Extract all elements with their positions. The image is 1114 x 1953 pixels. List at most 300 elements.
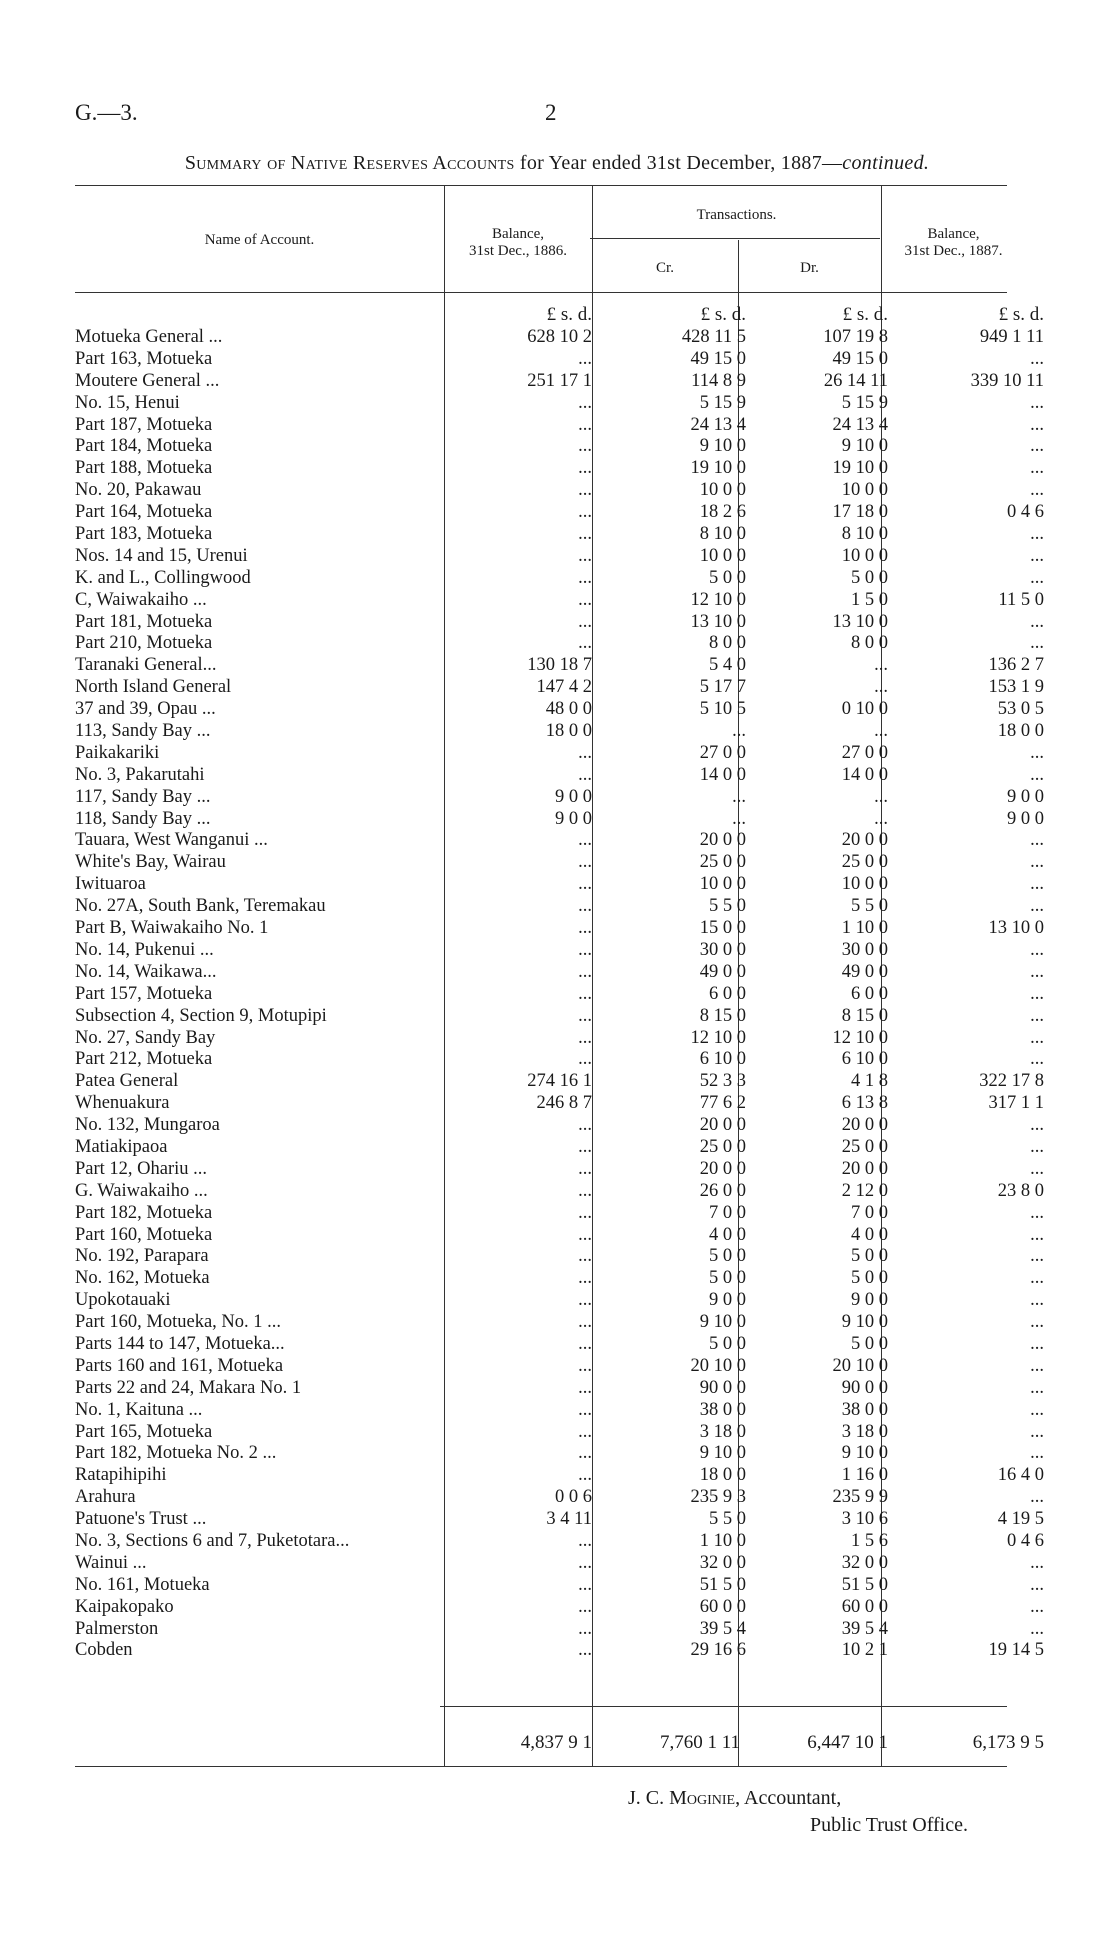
debit: 2 12 0 bbox=[841, 1180, 888, 1201]
balance-1886: ... bbox=[578, 1049, 592, 1070]
balance-1886: ... bbox=[578, 545, 592, 566]
debit: 25 0 0 bbox=[841, 852, 888, 873]
balance-1887: 4 19 5 bbox=[997, 1509, 1044, 1530]
balance-1887: 19 14 5 bbox=[988, 1640, 1044, 1661]
table-row bbox=[0, 1530, 1114, 1552]
balance-1886: ... bbox=[578, 918, 592, 939]
balance-1886: 274 16 1 bbox=[527, 1071, 592, 1092]
debit: 5 0 0 bbox=[851, 567, 888, 588]
account-name: Parts 22 and 24, Makara No. 1 bbox=[75, 1377, 302, 1398]
account-name: Upokotauaki bbox=[75, 1290, 171, 1311]
debit: ... bbox=[874, 808, 888, 829]
account-name: Part 157, Motueka bbox=[75, 983, 213, 1004]
debit: 8 10 0 bbox=[841, 524, 888, 545]
credit: 39 5 4 bbox=[699, 1618, 746, 1639]
balance-1887: ... bbox=[1030, 1399, 1044, 1420]
credit: 12 10 0 bbox=[690, 1027, 746, 1048]
table-row bbox=[0, 742, 1114, 764]
balance-1886: ... bbox=[578, 458, 592, 479]
table-row bbox=[0, 1070, 1114, 1092]
account-name: No. 14, Pukenui ... bbox=[75, 939, 214, 960]
balance-1886: 246 8 7 bbox=[536, 1093, 592, 1114]
balance-1887: ... bbox=[1030, 480, 1044, 501]
document-reference: G.—3. bbox=[75, 100, 138, 125]
balance-1887: ... bbox=[1030, 939, 1044, 960]
title-continued: continued. bbox=[842, 152, 930, 174]
table-row bbox=[0, 1027, 1114, 1049]
balance-1887: ... bbox=[1030, 1136, 1044, 1157]
credit: 9 10 0 bbox=[699, 436, 746, 457]
balance-1887: ... bbox=[1030, 545, 1044, 566]
table-row bbox=[0, 1333, 1114, 1355]
credit: 10 0 0 bbox=[699, 874, 746, 895]
total-dr: 6,447 10 1 bbox=[807, 1732, 888, 1753]
credit: 12 10 0 bbox=[690, 589, 746, 610]
table-row bbox=[0, 1639, 1114, 1661]
balance-1886: ... bbox=[578, 1224, 592, 1245]
account-name: No. 161, Motueka bbox=[75, 1574, 210, 1595]
balance-1887: ... bbox=[1030, 896, 1044, 917]
table-row bbox=[0, 611, 1114, 633]
account-rows bbox=[0, 326, 1114, 1661]
header-bottom-rule bbox=[75, 292, 1007, 293]
debit: 1 5 6 bbox=[851, 1530, 888, 1551]
debit: 8 0 0 bbox=[851, 633, 888, 654]
balance-1886: ... bbox=[578, 1399, 592, 1420]
credit: 27 0 0 bbox=[699, 742, 746, 763]
balance-1887: ... bbox=[1030, 852, 1044, 873]
credit: 25 0 0 bbox=[699, 852, 746, 873]
title-middle: for Year ended 31st December, 1887— bbox=[514, 152, 843, 174]
debit: 24 13 4 bbox=[832, 414, 888, 435]
debit: 5 0 0 bbox=[851, 1268, 888, 1289]
signature-office: Public Trust Office. bbox=[810, 1814, 968, 1836]
balance-1886: ... bbox=[578, 1246, 592, 1267]
credit: 8 0 0 bbox=[709, 633, 746, 654]
account-name: Parts 144 to 147, Motueka... bbox=[75, 1333, 285, 1354]
table-row bbox=[0, 961, 1114, 983]
balance-1886: 9 0 0 bbox=[555, 808, 592, 829]
balance-1886: ... bbox=[578, 1574, 592, 1595]
debit: 5 0 0 bbox=[851, 1333, 888, 1354]
table-row bbox=[0, 1399, 1114, 1421]
account-name: 113, Sandy Bay ... bbox=[75, 721, 211, 742]
account-name: No. 14, Waikawa... bbox=[75, 961, 217, 982]
page-number: 2 bbox=[545, 100, 557, 125]
balance-1887: ... bbox=[1030, 1618, 1044, 1639]
table-row bbox=[0, 786, 1114, 808]
credit: 14 0 0 bbox=[699, 764, 746, 785]
balance-1886: 18 0 0 bbox=[545, 721, 592, 742]
table-row bbox=[0, 370, 1114, 392]
account-name: G. Waiwakaiho ... bbox=[75, 1180, 208, 1201]
balance-1887: ... bbox=[1030, 1596, 1044, 1617]
balance-1887: 13 10 0 bbox=[988, 918, 1044, 939]
balance-1887: ... bbox=[1030, 1027, 1044, 1048]
table-row bbox=[0, 1464, 1114, 1486]
debit: 25 0 0 bbox=[841, 1136, 888, 1157]
account-name: Part 160, Motueka bbox=[75, 1224, 213, 1245]
debit: 5 15 9 bbox=[841, 392, 888, 413]
credit: 6 0 0 bbox=[709, 983, 746, 1004]
table-row bbox=[0, 392, 1114, 414]
balance-1886: 628 10 2 bbox=[527, 327, 592, 347]
units-row bbox=[0, 304, 1114, 326]
credit: 77 6 2 bbox=[699, 1093, 746, 1114]
table-row bbox=[0, 414, 1114, 436]
account-name: North Island General bbox=[75, 677, 232, 698]
units-dr: £ s. d. bbox=[842, 304, 888, 325]
balance-1887: ... bbox=[1030, 1377, 1044, 1398]
table-row bbox=[0, 1311, 1114, 1333]
credit: ... bbox=[732, 721, 746, 742]
balance-1887: 9 0 0 bbox=[1007, 808, 1044, 829]
balance-1886: ... bbox=[578, 742, 592, 763]
table-row bbox=[0, 1552, 1114, 1574]
credit: 13 10 0 bbox=[690, 611, 746, 632]
balance-1887: ... bbox=[1030, 436, 1044, 457]
credit: 51 5 0 bbox=[699, 1574, 746, 1595]
table-row bbox=[0, 1486, 1114, 1508]
balance-1886: 48 0 0 bbox=[545, 699, 592, 720]
table-row bbox=[0, 326, 1114, 348]
table-row bbox=[0, 501, 1114, 523]
debit: 7 0 0 bbox=[851, 1202, 888, 1223]
debit: 6 10 0 bbox=[841, 1049, 888, 1070]
balance-1887: 53 0 5 bbox=[997, 699, 1044, 720]
table-row bbox=[0, 567, 1114, 589]
debit: 10 0 0 bbox=[841, 874, 888, 895]
header-balance-1887-line2: 31st Dec., 1887. bbox=[904, 243, 1003, 259]
table-row bbox=[0, 808, 1114, 830]
table-row bbox=[0, 1092, 1114, 1114]
table-row bbox=[0, 1180, 1114, 1202]
balance-1887: ... bbox=[1030, 764, 1044, 785]
balance-1887: 18 0 0 bbox=[997, 721, 1044, 742]
credit: 5 0 0 bbox=[709, 1333, 746, 1354]
credit: 5 0 0 bbox=[709, 1246, 746, 1267]
header-cr: Cr. bbox=[656, 260, 674, 276]
table-row bbox=[0, 1136, 1114, 1158]
account-name: No. 3, Sections 6 and 7, Puketotara... bbox=[75, 1530, 350, 1551]
total-cr: 7,760 1 11 bbox=[659, 1732, 740, 1753]
debit: 10 0 0 bbox=[841, 480, 888, 501]
balance-1887: ... bbox=[1030, 633, 1044, 654]
account-name: No. 20, Pakawau bbox=[75, 480, 202, 501]
account-name: Patuone's Trust ... bbox=[75, 1509, 207, 1530]
table-row bbox=[0, 1508, 1114, 1530]
debit: 32 0 0 bbox=[841, 1552, 888, 1573]
credit: 5 0 0 bbox=[709, 567, 746, 588]
balance-1886: ... bbox=[578, 1552, 592, 1573]
balance-1886: ... bbox=[578, 1202, 592, 1223]
credit: 9 10 0 bbox=[699, 1443, 746, 1464]
balance-1886: ... bbox=[578, 1158, 592, 1179]
account-name: Part 184, Motueka bbox=[75, 436, 213, 457]
account-name: 117, Sandy Bay ... bbox=[75, 786, 211, 807]
table-row bbox=[0, 457, 1114, 479]
table-row bbox=[0, 1596, 1114, 1618]
table-row bbox=[0, 1377, 1114, 1399]
debit: 49 0 0 bbox=[841, 961, 888, 982]
table-bottom-rule bbox=[75, 1766, 1007, 1767]
debit: 1 10 0 bbox=[841, 918, 888, 939]
debit: 3 10 6 bbox=[841, 1509, 888, 1530]
table-row bbox=[0, 1574, 1114, 1596]
debit: 20 0 0 bbox=[841, 830, 888, 851]
balance-1887: ... bbox=[1030, 1487, 1044, 1508]
table-row bbox=[0, 1618, 1114, 1640]
credit: 20 0 0 bbox=[699, 1158, 746, 1179]
account-name: Part 12, Ohariu ... bbox=[75, 1158, 208, 1179]
credit: 8 10 0 bbox=[699, 524, 746, 545]
table-row bbox=[0, 873, 1114, 895]
debit: 51 5 0 bbox=[841, 1574, 888, 1595]
debit: 10 2 1 bbox=[841, 1640, 888, 1661]
balance-1886: ... bbox=[578, 1005, 592, 1026]
balance-1886: ... bbox=[578, 1355, 592, 1376]
balance-1886: ... bbox=[578, 983, 592, 1004]
debit: 8 15 0 bbox=[841, 1005, 888, 1026]
account-name: Part 160, Motueka, No. 1 ... bbox=[75, 1312, 282, 1333]
account-name: Motueka General ... bbox=[75, 327, 223, 347]
credit: 7 0 0 bbox=[709, 1202, 746, 1223]
credit: 114 8 9 bbox=[691, 370, 746, 391]
credit: 428 11 5 bbox=[681, 327, 746, 347]
debit: 90 0 0 bbox=[841, 1377, 888, 1398]
header-balance-1886 bbox=[444, 226, 592, 260]
balance-1886: ... bbox=[578, 1530, 592, 1551]
balance-1887: ... bbox=[1030, 1268, 1044, 1289]
balance-1886: 3 4 11 bbox=[546, 1509, 592, 1530]
account-name: Part 182, Motueka No. 2 ... bbox=[75, 1443, 277, 1464]
balance-1887: 949 1 11 bbox=[979, 327, 1044, 347]
balance-1887: ... bbox=[1030, 1290, 1044, 1311]
debit: 13 10 0 bbox=[832, 611, 888, 632]
credit: 5 15 9 bbox=[699, 392, 746, 413]
title-summary: Summary of Native Reserves Accounts bbox=[184, 152, 515, 174]
debit: 27 0 0 bbox=[841, 742, 888, 763]
balance-1886: ... bbox=[578, 1618, 592, 1639]
balance-1887: 339 10 11 bbox=[970, 370, 1044, 391]
account-name: Part 164, Motueka bbox=[75, 502, 213, 523]
account-name: No. 192, Parapara bbox=[75, 1246, 209, 1267]
debit: 6 0 0 bbox=[851, 983, 888, 1004]
credit: 25 0 0 bbox=[699, 1136, 746, 1157]
credit: 20 0 0 bbox=[699, 1115, 746, 1136]
balance-1887: ... bbox=[1030, 611, 1044, 632]
account-name: Part 182, Motueka bbox=[75, 1202, 213, 1223]
table-top-rule bbox=[75, 185, 1007, 186]
balance-1887: ... bbox=[1030, 567, 1044, 588]
balance-1887: ... bbox=[1030, 392, 1044, 413]
table-row bbox=[0, 917, 1114, 939]
balance-1886: 9 0 0 bbox=[555, 786, 592, 807]
balance-1887: 0 4 6 bbox=[1007, 1530, 1044, 1551]
total-bal86: 4,837 9 1 bbox=[520, 1732, 592, 1753]
table-title bbox=[0, 152, 1114, 175]
debit: 1 16 0 bbox=[841, 1465, 888, 1486]
debit: 60 0 0 bbox=[841, 1596, 888, 1617]
balance-1886: ... bbox=[578, 1465, 592, 1486]
header-name-of-account: Name of Account. bbox=[204, 232, 315, 248]
account-name: Part 181, Motueka bbox=[75, 611, 213, 632]
balance-1886: ... bbox=[578, 1027, 592, 1048]
balance-1886: ... bbox=[578, 1268, 592, 1289]
table-row bbox=[0, 1114, 1114, 1136]
table-row bbox=[0, 632, 1114, 654]
balance-1887: 23 8 0 bbox=[997, 1180, 1044, 1201]
balance-1887: ... bbox=[1030, 874, 1044, 895]
balance-1887: ... bbox=[1030, 1224, 1044, 1245]
account-name: Part 212, Motueka bbox=[75, 1049, 213, 1070]
balance-1887: ... bbox=[1030, 1005, 1044, 1026]
account-name: Part 187, Motueka bbox=[75, 414, 213, 435]
balance-1886: ... bbox=[578, 436, 592, 457]
account-name: No. 132, Mungaroa bbox=[75, 1115, 220, 1136]
table-row bbox=[0, 1245, 1114, 1267]
debit: 20 0 0 bbox=[841, 1158, 888, 1179]
table-row bbox=[0, 939, 1114, 961]
table-row bbox=[0, 479, 1114, 501]
balance-1887: ... bbox=[1030, 1443, 1044, 1464]
credit: 5 4 0 bbox=[709, 655, 746, 676]
credit: 15 0 0 bbox=[699, 918, 746, 939]
table-row bbox=[0, 698, 1114, 720]
balance-1887: ... bbox=[1030, 1115, 1044, 1136]
balance-1887: ... bbox=[1030, 1552, 1044, 1573]
table-row bbox=[0, 1158, 1114, 1180]
credit: 19 10 0 bbox=[690, 458, 746, 479]
credit: 60 0 0 bbox=[699, 1596, 746, 1617]
account-name: 37 and 39, Opau ... bbox=[75, 699, 216, 720]
account-name: Arahura bbox=[75, 1487, 136, 1508]
balance-1886: ... bbox=[578, 830, 592, 851]
table-row bbox=[0, 1224, 1114, 1246]
debit: ... bbox=[874, 786, 888, 807]
table-row bbox=[0, 1355, 1114, 1377]
table-row bbox=[0, 829, 1114, 851]
transactions-rule bbox=[590, 238, 880, 239]
balance-1886: ... bbox=[578, 480, 592, 501]
debit: 9 10 0 bbox=[841, 1443, 888, 1464]
balance-1887: ... bbox=[1030, 742, 1044, 763]
account-name: Patea General bbox=[75, 1071, 179, 1092]
credit: ... bbox=[732, 808, 746, 829]
account-name: No. 1, Kaituna ... bbox=[75, 1399, 203, 1420]
credit: 5 17 7 bbox=[699, 677, 746, 698]
debit: 6 13 8 bbox=[841, 1093, 888, 1114]
balance-1887: ... bbox=[1030, 961, 1044, 982]
debit: 0 10 0 bbox=[841, 699, 888, 720]
balance-1886: ... bbox=[578, 348, 592, 369]
balance-1886: ... bbox=[578, 1180, 592, 1201]
credit: 235 9 3 bbox=[690, 1487, 746, 1508]
debit: 5 5 0 bbox=[851, 896, 888, 917]
account-name: Ratapihipihi bbox=[75, 1465, 167, 1486]
account-name: No. 162, Motueka bbox=[75, 1268, 210, 1289]
credit: 30 0 0 bbox=[699, 939, 746, 960]
debit: 38 0 0 bbox=[841, 1399, 888, 1420]
debit: 4 0 0 bbox=[851, 1224, 888, 1245]
table-row bbox=[0, 654, 1114, 676]
debit: 9 10 0 bbox=[841, 436, 888, 457]
signature-role: Accountant, bbox=[740, 1787, 842, 1809]
units-bal87: £ s. d. bbox=[998, 304, 1044, 325]
balance-1886: ... bbox=[578, 502, 592, 523]
table-row bbox=[0, 764, 1114, 786]
table-row bbox=[0, 435, 1114, 457]
credit: 4 0 0 bbox=[709, 1224, 746, 1245]
balance-1886: ... bbox=[578, 567, 592, 588]
balance-1886: ... bbox=[578, 589, 592, 610]
balance-1886: ... bbox=[578, 392, 592, 413]
credit: 52 3 3 bbox=[699, 1071, 746, 1092]
balance-1886: 147 4 2 bbox=[536, 677, 592, 698]
balance-1887: ... bbox=[1030, 1158, 1044, 1179]
account-name: No. 27, Sandy Bay bbox=[75, 1027, 216, 1048]
credit: 20 10 0 bbox=[690, 1355, 746, 1376]
balance-1887: ... bbox=[1030, 524, 1044, 545]
balance-1886: 251 17 1 bbox=[527, 370, 592, 391]
balance-1887: 153 1 9 bbox=[988, 677, 1044, 698]
table-row bbox=[0, 523, 1114, 545]
credit: 5 10 5 bbox=[699, 699, 746, 720]
debit: 10 0 0 bbox=[841, 545, 888, 566]
credit: 5 5 0 bbox=[709, 896, 746, 917]
account-name: Part 163, Motueka bbox=[75, 348, 213, 369]
balance-1886: ... bbox=[578, 1421, 592, 1442]
debit: 49 15 0 bbox=[832, 348, 888, 369]
account-name: Wainui ... bbox=[75, 1552, 147, 1573]
debit: 39 5 4 bbox=[841, 1618, 888, 1639]
debit: 20 10 0 bbox=[832, 1355, 888, 1376]
header-dr: Dr. bbox=[800, 260, 819, 276]
balance-1887: ... bbox=[1030, 1574, 1044, 1595]
account-name: Tauara, West Wanganui ... bbox=[75, 830, 268, 851]
credit: 29 16 6 bbox=[690, 1640, 746, 1661]
account-name: Cobden bbox=[75, 1640, 133, 1661]
table-row bbox=[0, 895, 1114, 917]
balance-1887: 0 4 6 bbox=[1007, 502, 1044, 523]
debit: 1 5 0 bbox=[851, 589, 888, 610]
balance-1886: ... bbox=[578, 939, 592, 960]
account-name: Subsection 4, Section 9, Motupipi bbox=[75, 1005, 327, 1026]
total-bal87: 6,173 9 5 bbox=[972, 1732, 1044, 1753]
account-name: Part 188, Motueka bbox=[75, 458, 213, 479]
balance-1887: ... bbox=[1030, 414, 1044, 435]
balance-1887: ... bbox=[1030, 1202, 1044, 1223]
credit: 5 5 0 bbox=[709, 1509, 746, 1530]
credit: 38 0 0 bbox=[699, 1399, 746, 1420]
balance-1886: ... bbox=[578, 633, 592, 654]
balance-1886: ... bbox=[578, 1312, 592, 1333]
account-name: Paikakariki bbox=[75, 742, 160, 763]
total-top-rule bbox=[440, 1706, 1007, 1707]
credit: 3 18 0 bbox=[699, 1421, 746, 1442]
credit: 32 0 0 bbox=[699, 1552, 746, 1573]
credit: 10 0 0 bbox=[699, 480, 746, 501]
table-row bbox=[0, 1202, 1114, 1224]
balance-1887: ... bbox=[1030, 1333, 1044, 1354]
account-name: Matiakipaoa bbox=[75, 1136, 168, 1157]
balance-1886: ... bbox=[578, 611, 592, 632]
account-name: Part 210, Motueka bbox=[75, 633, 213, 654]
balance-1887: ... bbox=[1030, 1312, 1044, 1333]
balance-1887: 9 0 0 bbox=[1007, 786, 1044, 807]
credit: 49 15 0 bbox=[690, 348, 746, 369]
credit: 9 10 0 bbox=[699, 1312, 746, 1333]
